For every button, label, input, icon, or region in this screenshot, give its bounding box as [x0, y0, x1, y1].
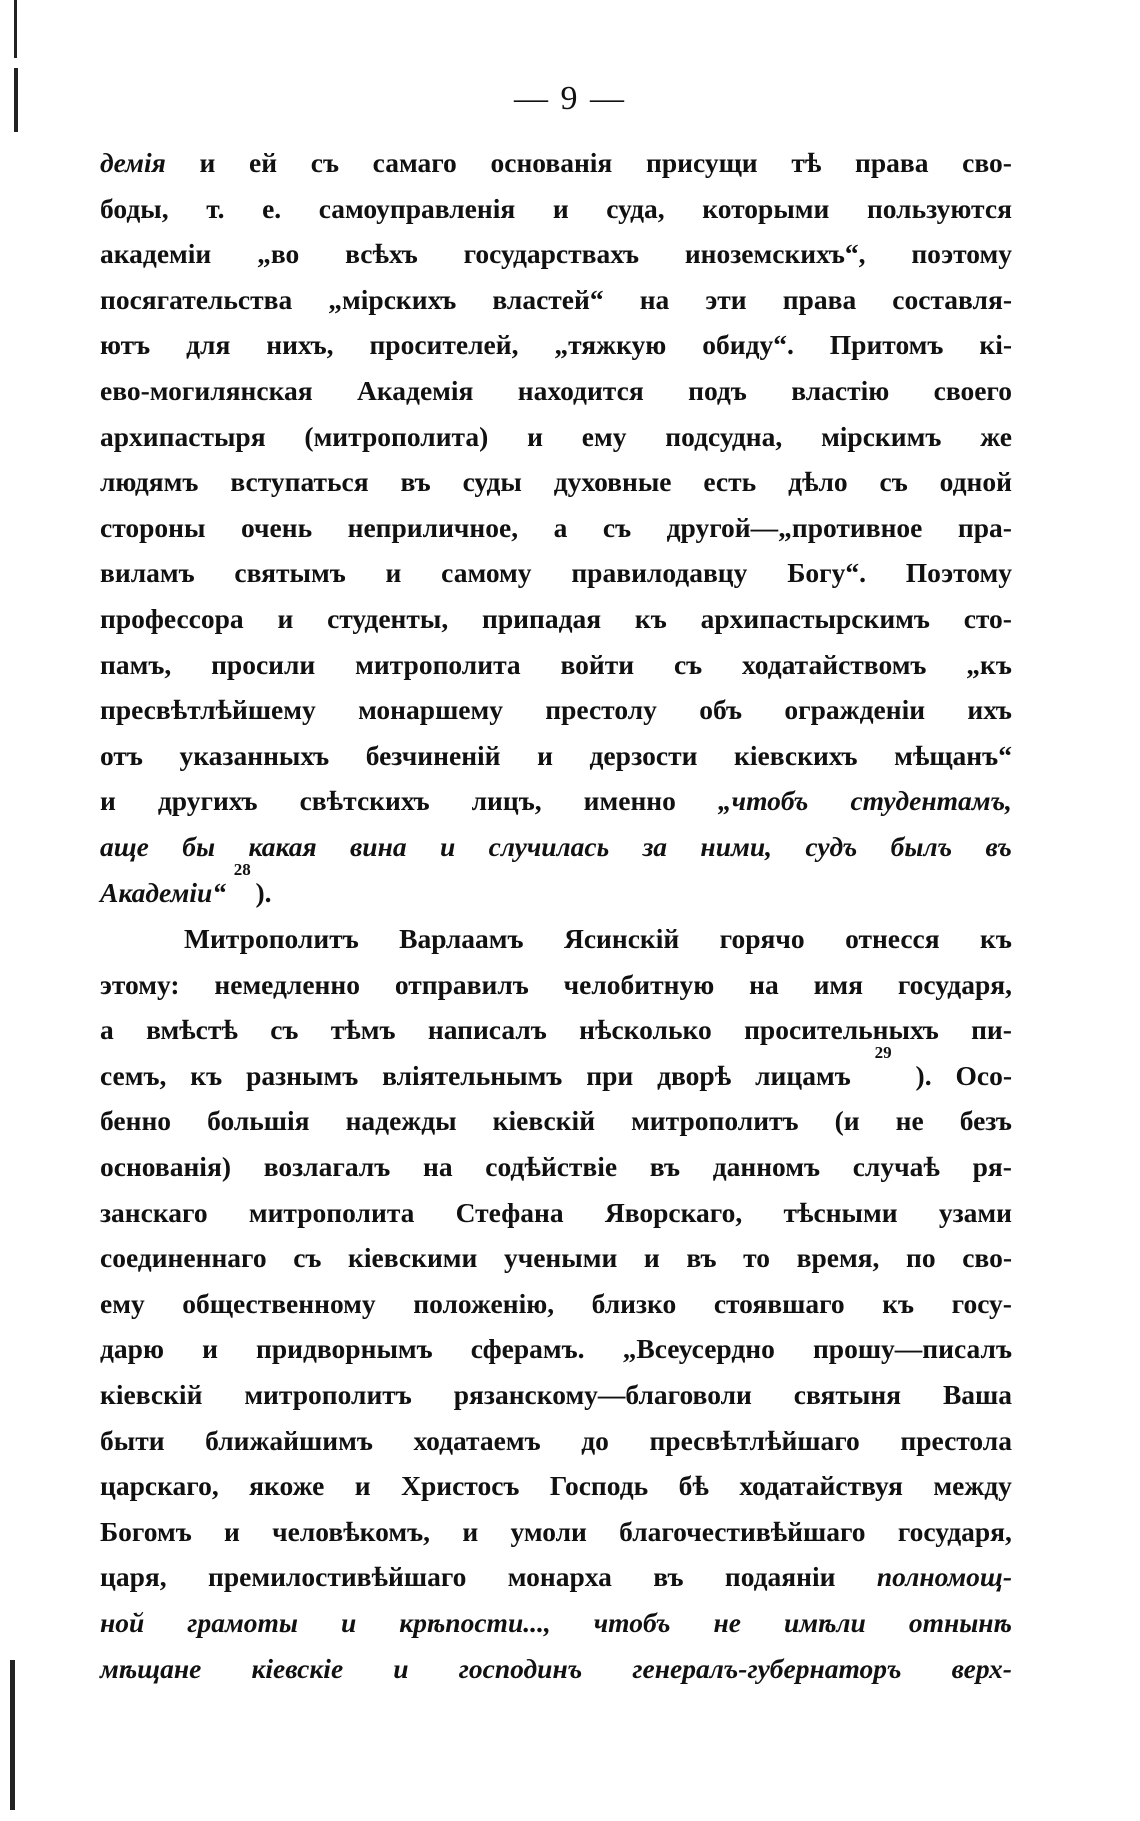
word: положенію, — [413, 1287, 555, 1319]
word: нихъ, — [266, 329, 334, 361]
word: съ — [602, 511, 632, 543]
word: указанныхъ — [179, 739, 330, 771]
word: возлагалъ — [263, 1150, 391, 1182]
text-line — [100, 642, 1012, 688]
word: вмѣстѣ — [146, 1014, 238, 1046]
word: отъ — [100, 739, 143, 771]
word: съ — [270, 1014, 299, 1046]
word: на — [749, 968, 779, 1000]
text-line — [100, 1042, 1012, 1099]
word: права — [782, 283, 857, 315]
text-line — [100, 1190, 1012, 1236]
word: права — [855, 147, 929, 178]
word: Богомъ — [100, 1515, 192, 1547]
word: Осо- — [955, 1059, 1012, 1091]
word: основанія) — [100, 1150, 231, 1182]
word: демія — [100, 147, 166, 178]
word: Богу“. — [787, 557, 866, 589]
word: правилодавцу — [571, 557, 748, 589]
word: одной — [939, 466, 1012, 498]
word: безчиненій — [365, 739, 501, 771]
word: къ — [190, 1059, 223, 1091]
word: ему — [100, 1287, 145, 1319]
text-line — [100, 1326, 1012, 1372]
word: ходатайствуя — [739, 1470, 903, 1502]
word: находится — [517, 374, 644, 406]
word: до — [581, 1424, 609, 1456]
word: умоли — [510, 1515, 587, 1547]
word: отнынѣ — [908, 1606, 1012, 1638]
word: Митрополитъ — [184, 923, 359, 954]
text-line — [100, 140, 1012, 186]
word: и — [385, 557, 402, 589]
word: властію — [791, 374, 890, 406]
word: митрополита — [355, 648, 521, 680]
word: большія — [207, 1105, 310, 1137]
text-line — [100, 505, 1012, 551]
paragraph-1 — [100, 140, 1012, 915]
word: Академія — [357, 374, 474, 406]
word: и — [462, 1515, 479, 1547]
word: эти — [705, 283, 747, 315]
word: кіевскіе — [251, 1652, 344, 1684]
word: съ — [293, 1242, 322, 1274]
word: митрополитъ — [631, 1105, 799, 1137]
word: войти — [560, 648, 635, 680]
word: подсудна, — [665, 420, 783, 452]
word: бѣ — [678, 1470, 709, 1502]
word: самому — [441, 557, 532, 589]
word: человѣкомъ, — [272, 1515, 431, 1547]
word: митрополита — [248, 1196, 415, 1228]
word: госу- — [951, 1287, 1012, 1319]
word: царскаго, — [100, 1470, 219, 1502]
word: ря- — [972, 1150, 1012, 1182]
word: „чтобъ — [717, 785, 809, 817]
word: и — [100, 785, 116, 817]
word: которыми — [702, 192, 830, 224]
word: стоявшаго — [713, 1287, 845, 1319]
word: генералъ-губернаторъ — [632, 1652, 902, 1684]
word: ходатайствомъ — [742, 648, 927, 680]
word: государя, — [897, 1515, 1012, 1547]
word: и — [202, 1333, 218, 1365]
word: при — [586, 1059, 634, 1091]
word: придворнымъ — [256, 1333, 433, 1365]
word: властей“ — [492, 283, 604, 315]
word: по — [906, 1242, 936, 1274]
word: царя, — [100, 1561, 167, 1593]
word: посягательства — [100, 283, 293, 315]
word: быти — [100, 1424, 165, 1456]
word: просителей, — [369, 329, 519, 361]
word: государствахъ — [463, 238, 639, 270]
scan-edge-mark-lower — [10, 1660, 15, 1810]
word: поэтому — [911, 238, 1012, 270]
word: занскаго — [100, 1196, 208, 1228]
word: сто- — [963, 602, 1012, 634]
word: подаяніи — [724, 1561, 836, 1593]
word: имя — [813, 968, 864, 1000]
word: суда, — [606, 192, 665, 224]
text-line — [100, 550, 1012, 596]
word: ему — [581, 420, 627, 452]
word: учеными — [503, 1242, 618, 1274]
word: „во — [257, 238, 300, 270]
word: памъ, — [100, 648, 172, 680]
word: написалъ — [427, 1014, 547, 1046]
text-line — [100, 1509, 1012, 1555]
text-line — [100, 231, 1012, 277]
word: тѣсными — [783, 1196, 898, 1228]
word: профессора — [100, 602, 244, 634]
word: узами — [938, 1196, 1012, 1228]
word: данномъ — [712, 1150, 821, 1182]
word: ихъ — [967, 694, 1012, 726]
word: обиду“. — [702, 329, 794, 361]
text-line — [100, 1144, 1012, 1190]
word: стороны — [100, 511, 206, 543]
word: верх- — [951, 1652, 1012, 1684]
word: Яворскаго, — [604, 1196, 743, 1228]
text-line — [100, 687, 1012, 733]
text-line — [100, 733, 1012, 779]
word: Академіи“ — [100, 876, 227, 908]
word: къ — [882, 1287, 915, 1319]
word: другихъ — [157, 785, 258, 817]
word: Поэтому — [905, 557, 1012, 589]
word: Ясинскій — [563, 923, 680, 954]
text-line — [100, 778, 1012, 824]
text-line — [100, 962, 1012, 1008]
text-line — [100, 1372, 1012, 1418]
word: самоуправленія — [318, 192, 516, 224]
word: кі- — [979, 329, 1012, 361]
text-line — [100, 1281, 1012, 1327]
word: ной — [100, 1606, 145, 1638]
word: святымъ — [234, 557, 346, 589]
word: тѣ — [791, 147, 822, 178]
word: пи- — [971, 1014, 1012, 1046]
word: дерзости — [589, 739, 698, 771]
word: горячо — [719, 923, 805, 954]
word: Господь — [549, 1470, 649, 1502]
word: другой—„противное — [666, 511, 923, 543]
text-line — [100, 459, 1012, 505]
word: лицамъ — [755, 1059, 851, 1091]
word: какая — [248, 830, 317, 862]
word: просили — [211, 648, 316, 680]
word: нѣсколько — [579, 1014, 712, 1046]
word: пра- — [957, 511, 1012, 543]
word: есть — [703, 466, 757, 498]
word: этому: — [100, 968, 180, 1000]
word: самаго — [372, 147, 457, 178]
word: Притомъ — [829, 329, 944, 361]
word: ближайшимъ — [205, 1424, 373, 1456]
word: пресвѣтлѣйшаго — [649, 1424, 860, 1456]
word: объ — [699, 694, 743, 726]
word: государя, — [897, 968, 1012, 1000]
word: время, — [796, 1242, 880, 1274]
word: припадая — [482, 602, 602, 634]
word: ютъ — [100, 329, 151, 361]
text-line — [100, 1235, 1012, 1281]
word: е. — [262, 192, 282, 224]
word: и — [277, 602, 294, 634]
scan-edge-mark-top — [14, 0, 17, 58]
word: дарю — [100, 1333, 164, 1365]
word: полномощ- — [876, 1561, 1012, 1593]
word: надежды — [345, 1105, 457, 1137]
word: и — [643, 1242, 660, 1274]
word: между — [933, 1470, 1012, 1502]
word: благочестивѣйшаго — [619, 1515, 866, 1547]
word: и — [354, 1470, 371, 1502]
word: людямъ — [100, 466, 199, 498]
word: иноземскихъ“, — [684, 238, 866, 270]
word: грамоты — [187, 1606, 299, 1638]
word: монаршему — [358, 694, 503, 726]
word: прошу—писалъ — [812, 1333, 1012, 1365]
text-line — [100, 322, 1012, 368]
text-line — [100, 916, 1012, 962]
word: „тяжкую — [554, 329, 667, 361]
word: (и — [834, 1105, 860, 1137]
word: то — [743, 1242, 771, 1274]
word: случаѣ — [852, 1150, 940, 1182]
word: своего — [933, 374, 1012, 406]
text-line — [100, 1463, 1012, 1509]
word: бы — [182, 830, 216, 862]
word: именно — [583, 785, 676, 817]
word: 28 — [233, 859, 251, 879]
word: (митрополита) — [304, 420, 489, 452]
word: для — [186, 329, 231, 361]
word: къ — [634, 602, 667, 634]
word: чтобъ — [593, 1606, 671, 1638]
word: съ — [310, 147, 339, 178]
word: архипастырскимъ — [700, 602, 930, 634]
text-line — [100, 1098, 1012, 1144]
text-line — [100, 414, 1012, 460]
word: и — [439, 830, 456, 862]
word: и — [527, 420, 543, 452]
word: „къ — [966, 648, 1012, 680]
word: бенно — [100, 1105, 172, 1137]
word: академіи — [100, 238, 212, 270]
text-line — [100, 1646, 1012, 1692]
word: якоже — [249, 1470, 325, 1502]
word: неприличное, — [347, 511, 519, 543]
word: Ваша — [942, 1378, 1012, 1410]
word: въ — [985, 830, 1012, 862]
word: вина — [350, 830, 407, 862]
text-line — [100, 1600, 1012, 1646]
word: соединеннаго — [100, 1242, 267, 1274]
word: кіевскихъ — [734, 739, 858, 771]
word: въ — [686, 1242, 717, 1274]
word: кіевскій — [492, 1105, 596, 1137]
word: пресвѣтлѣйшему — [100, 694, 316, 726]
word: огражденіи — [784, 694, 926, 726]
word: съ — [879, 466, 908, 498]
word: а — [553, 511, 568, 543]
word: ними, — [700, 830, 772, 862]
word: съ — [673, 648, 703, 680]
word: суды — [462, 466, 522, 498]
word: на — [639, 283, 670, 315]
word: святыня — [793, 1378, 902, 1410]
word: дворѣ — [657, 1059, 732, 1091]
word: къ — [980, 923, 1012, 954]
word: мѣщанъ“ — [894, 739, 1012, 771]
word: разнымъ — [246, 1059, 359, 1091]
word: семъ, — [100, 1059, 167, 1091]
word: просительныхъ — [744, 1014, 939, 1046]
word: монарха — [507, 1561, 612, 1593]
text-line — [100, 1554, 1012, 1600]
word: рязанскому—благоволи — [453, 1378, 752, 1410]
word: и — [393, 1652, 409, 1684]
word: духовные — [553, 466, 672, 498]
word: и — [341, 1606, 357, 1638]
text-line — [100, 277, 1012, 323]
word: „мірскихъ — [328, 283, 457, 315]
word: мѣщане — [100, 1652, 202, 1684]
word: престолу — [545, 694, 657, 726]
word: въ — [653, 1561, 684, 1593]
word: судъ — [805, 830, 858, 862]
word: вліятельнымъ — [382, 1059, 563, 1091]
word: а — [100, 1014, 114, 1046]
word: митрополитъ — [244, 1378, 412, 1410]
word: присущи — [646, 147, 758, 178]
word: немедленно — [214, 968, 361, 1000]
word: подъ — [688, 374, 747, 406]
word: въ — [649, 1150, 680, 1182]
text-line — [100, 859, 1012, 916]
paragraph-2 — [100, 916, 1012, 1691]
word: Христосъ — [401, 1470, 520, 1502]
word: въ — [400, 466, 431, 498]
word: всѣхъ — [345, 238, 418, 270]
word: и — [224, 1515, 240, 1547]
text-line — [100, 1418, 1012, 1464]
word: челобитную — [563, 968, 715, 1000]
word: премилостивѣйшаго — [208, 1561, 467, 1593]
word: общественному — [182, 1287, 376, 1319]
page-number: — 9 — — [514, 80, 626, 117]
word: студентамъ, — [850, 785, 1012, 817]
word: безъ — [959, 1105, 1012, 1137]
word: отнесся — [845, 923, 940, 954]
word: 29 — [874, 1042, 892, 1062]
word: боды, — [100, 192, 169, 224]
word: виламъ — [100, 557, 195, 589]
word: ). — [255, 876, 272, 908]
word: и — [537, 739, 553, 771]
word: свѣтскихъ — [299, 785, 430, 817]
word: же — [980, 420, 1012, 452]
word: сво- — [962, 1242, 1012, 1274]
word: крѣпости..., — [399, 1606, 551, 1638]
word: Варлаамъ — [399, 923, 524, 954]
word: студенты, — [327, 602, 449, 634]
scan-edge-mark-upper — [14, 68, 18, 132]
word: лицъ, — [471, 785, 542, 817]
text-line — [100, 596, 1012, 642]
word: вступаться — [230, 466, 369, 498]
word: не — [895, 1105, 924, 1137]
word: сферамъ. — [470, 1333, 585, 1365]
text-line — [100, 186, 1012, 232]
word: т. — [206, 192, 225, 224]
word: ей — [249, 147, 278, 178]
word: дѣло — [788, 466, 848, 498]
word: Стефана — [455, 1196, 564, 1228]
word: и — [552, 192, 569, 224]
word: господинъ — [458, 1652, 583, 1684]
word: престола — [900, 1424, 1012, 1456]
word: и — [199, 147, 216, 178]
word: мірскимъ — [821, 420, 942, 452]
word: не — [713, 1606, 741, 1638]
word: пользуются — [866, 192, 1012, 224]
word: случилась — [488, 830, 610, 862]
word: сво- — [962, 147, 1012, 178]
word: за — [642, 830, 668, 862]
word: близко — [591, 1287, 677, 1319]
word: кіевскій — [100, 1378, 203, 1410]
word: очень — [240, 511, 313, 543]
word: отправилъ — [394, 968, 529, 1000]
word: основанія — [490, 147, 613, 178]
word: ходатаемъ — [413, 1424, 541, 1456]
word: ). — [915, 1059, 932, 1091]
word: „Всеусердно — [622, 1333, 775, 1365]
text-line — [100, 368, 1012, 414]
word: содѣйствіе — [485, 1150, 618, 1182]
word: кіевскими — [348, 1242, 478, 1274]
word: тѣмъ — [330, 1014, 396, 1046]
word: на — [422, 1150, 453, 1182]
word: ево-могилянская — [100, 374, 313, 406]
word: архипастыря — [100, 420, 266, 452]
word: составля- — [892, 283, 1012, 315]
word: аще — [100, 830, 149, 862]
word: былъ — [890, 830, 953, 862]
word: имѣли — [783, 1606, 866, 1638]
